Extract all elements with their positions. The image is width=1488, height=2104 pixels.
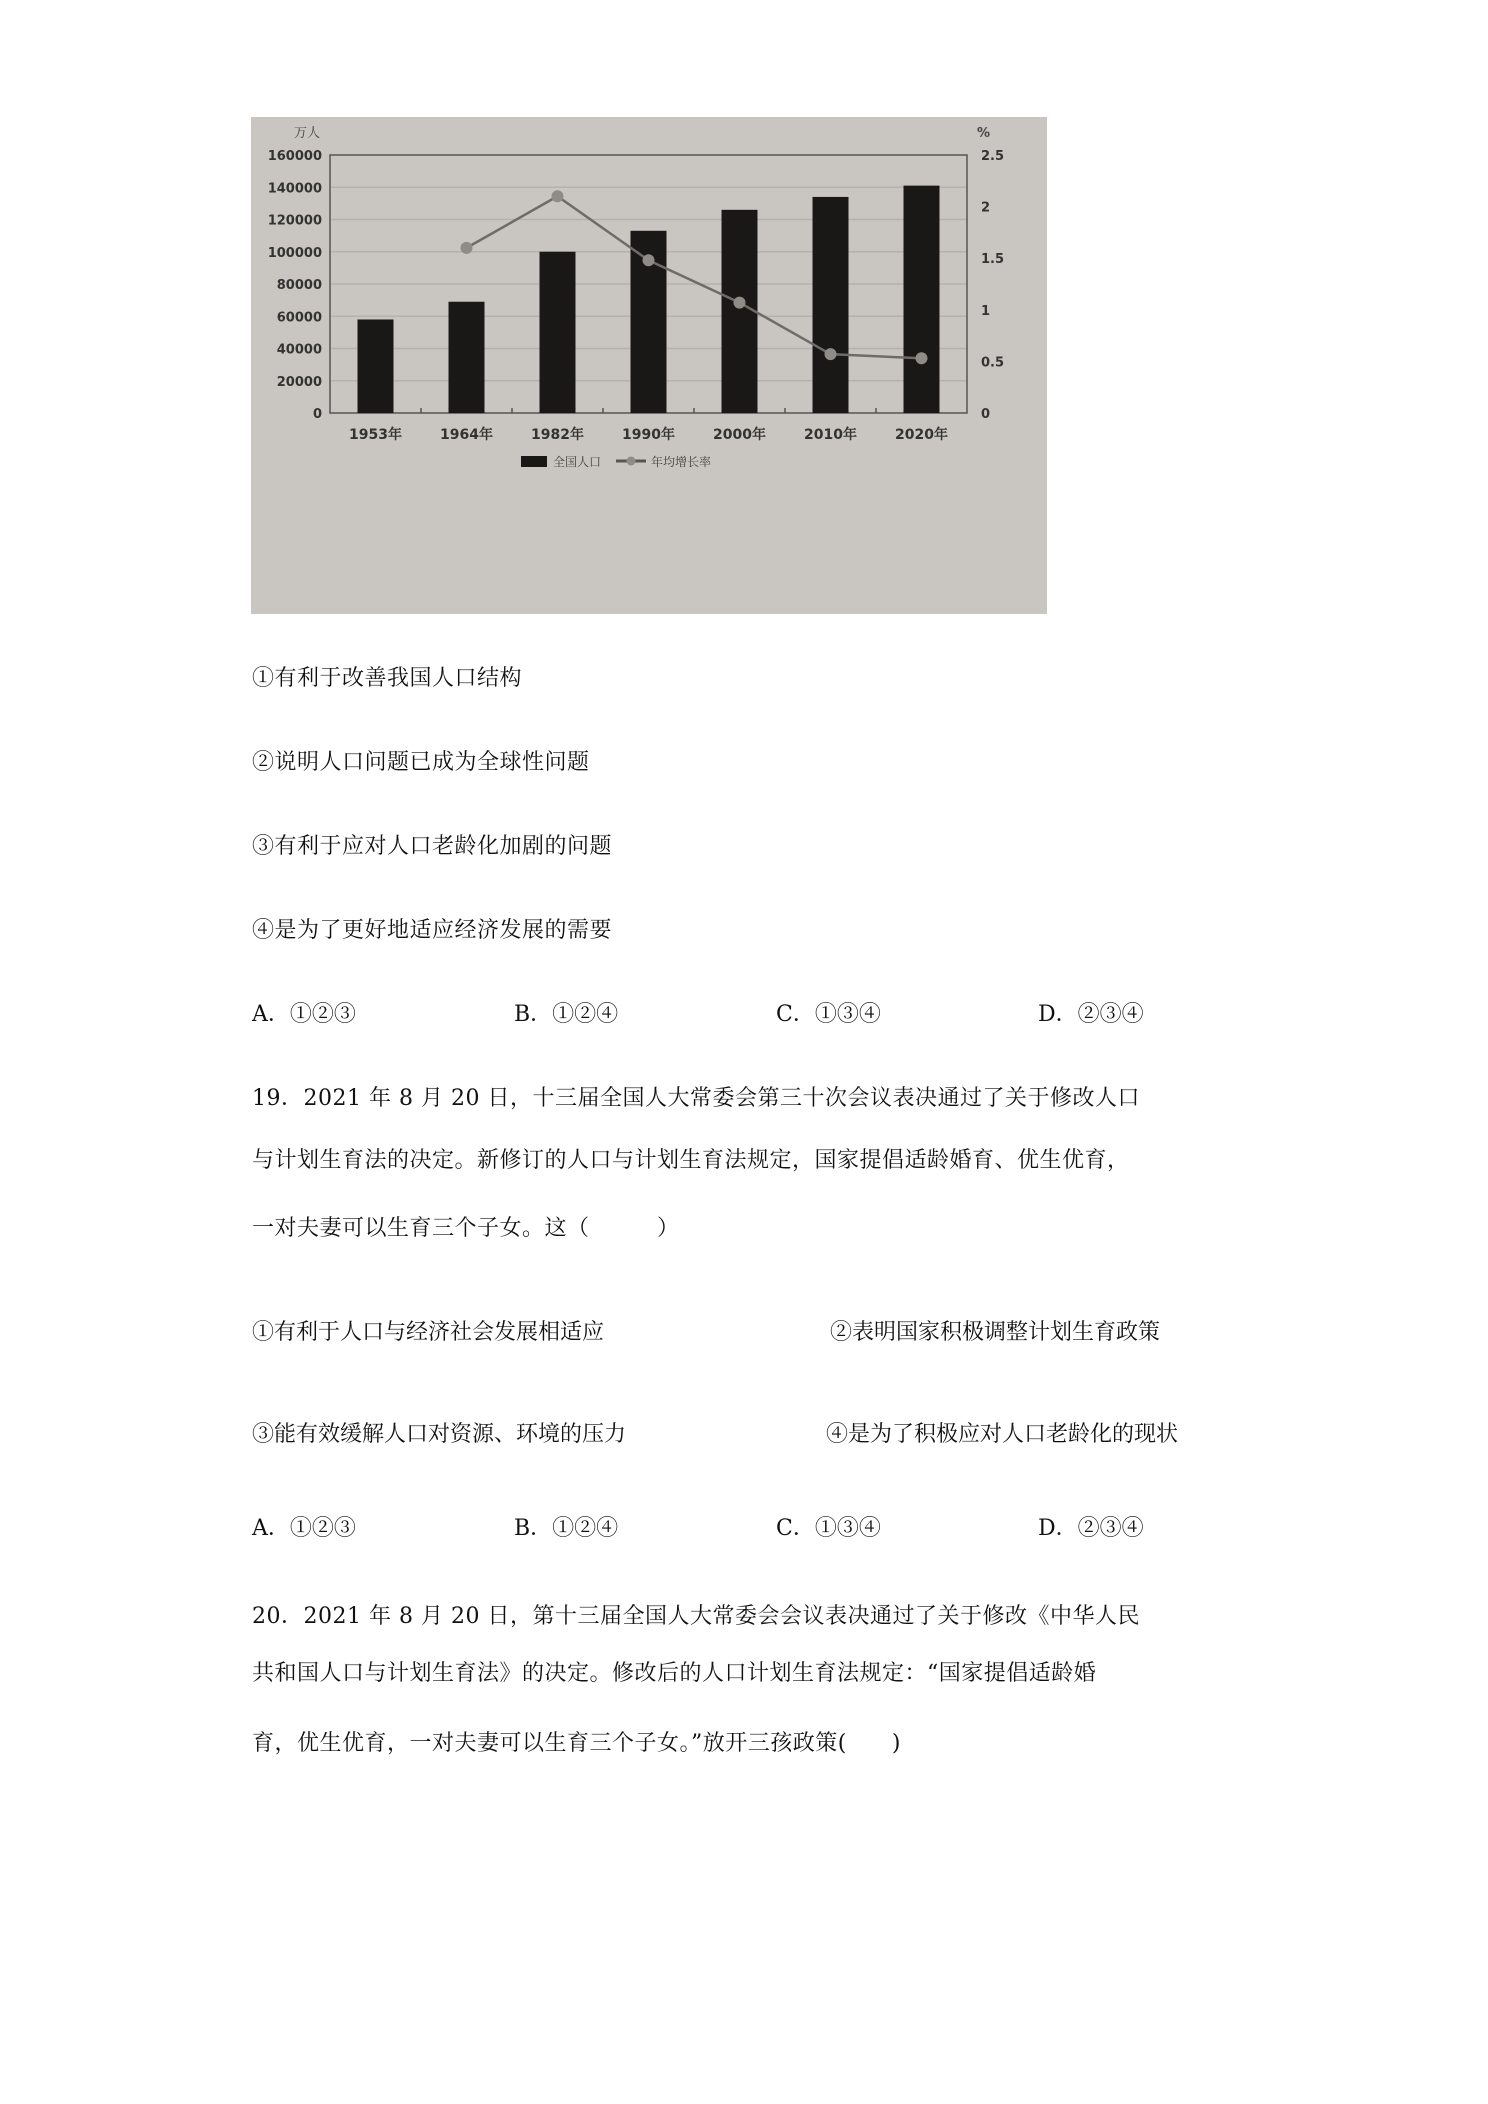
q19-option-b[interactable]: B．①②④ xyxy=(514,1516,619,1541)
y2-tick-label: 0 xyxy=(981,407,991,422)
y-axis-unit: 万人 xyxy=(293,126,320,141)
y-tick-label: 160000 xyxy=(267,149,322,164)
q18-option-d[interactable]: D．②③④ xyxy=(1038,1002,1144,1027)
q19-statement-1: ①有利于人口与经济社会发展相适应 xyxy=(252,1320,605,1345)
y2-tick-label: 1 xyxy=(981,303,991,319)
legend-label-population: 全国人口 xyxy=(553,455,602,469)
population-chart xyxy=(251,117,1047,614)
y-tick-label: 60000 xyxy=(276,310,322,326)
y-tick-label: 100000 xyxy=(267,245,322,261)
y-tick-label: 80000 xyxy=(276,278,322,293)
q19-statement-3: ③能有效缓解人口对资源、环境的压力 xyxy=(252,1422,627,1447)
y-tick-label: 0 xyxy=(312,407,322,422)
q20-stem-line-1: 20．2021 年 8 月 20 日，第十三届全国人大常委会会议表决通过了关于修改《中华人民 xyxy=(252,1604,1140,1629)
y2-tick-label: 2.5 xyxy=(981,149,1005,164)
x-tick-label: 1953年 xyxy=(349,427,402,443)
x-tick-label: 1964年 xyxy=(440,427,493,443)
growth-rate-marker xyxy=(825,348,837,360)
q18-option-c[interactable]: C．①③④ xyxy=(776,1002,881,1027)
population-bar xyxy=(449,302,485,413)
x-tick-label: 2020年 xyxy=(895,427,948,443)
population-bar xyxy=(540,252,576,413)
q19-option-a[interactable]: A．①②③ xyxy=(252,1516,356,1541)
growth-rate-marker xyxy=(916,352,928,364)
q18-statement-2: ②说明人口问题已成为全球性问题 xyxy=(252,750,590,775)
legend-label-growth: 年均增长率 xyxy=(651,455,712,469)
y-tick-label: 140000 xyxy=(267,181,322,197)
y2-tick-label: 2 xyxy=(981,200,991,216)
population-bar xyxy=(904,186,940,413)
y2-tick-label: 1.5 xyxy=(981,252,1005,268)
legend-bar-swatch xyxy=(521,456,547,467)
y-tick-label: 120000 xyxy=(267,213,322,229)
chart-canvas xyxy=(251,117,1047,614)
q19-statement-4: ④是为了积极应对人口老龄化的现状 xyxy=(826,1422,1179,1447)
q18-option-b[interactable]: B．①②④ xyxy=(514,1002,619,1027)
population-bar xyxy=(722,210,758,413)
q18-option-a[interactable]: A．①②③ xyxy=(252,1002,356,1027)
x-tick-label: 2010年 xyxy=(804,427,857,443)
growth-rate-marker xyxy=(734,297,746,309)
q18-statement-3: ③有利于应对人口老龄化加剧的问题 xyxy=(252,834,613,859)
x-tick-label: 1982年 xyxy=(531,427,584,443)
q19-stem-line-3: 一对夫妻可以生育三个子女。这（ ） xyxy=(252,1216,680,1241)
q18-statement-4: ④是为了更好地适应经济发展的需要 xyxy=(252,918,613,943)
population-bar xyxy=(358,319,394,413)
q19-statement-2: ②表明国家积极调整计划生育政策 xyxy=(830,1320,1161,1345)
y2-axis-unit: % xyxy=(977,126,991,141)
growth-rate-marker xyxy=(552,190,564,202)
q20-stem-line-3: 育，优生优育，一对夫妻可以生育三个子女。”放开三孩政策( ) xyxy=(252,1731,901,1756)
population-bar xyxy=(813,197,849,413)
x-tick-label: 2000年 xyxy=(713,427,766,443)
legend-marker-swatch xyxy=(627,457,636,466)
growth-rate-line xyxy=(467,196,922,358)
q19-stem-line-1: 19．2021 年 8 月 20 日，十三届全国人大常委会第三十次会议表决通过了关于修改人口 xyxy=(252,1086,1140,1111)
q18-statement-1: ①有利于改善我国人口结构 xyxy=(252,666,523,691)
q20-stem-line-2: 共和国人口与计划生育法》的决定。修改后的人口计划生育法规定：“国家提倡适龄婚 xyxy=(252,1661,1097,1686)
x-tick-label: 1990年 xyxy=(622,427,675,443)
y-tick-label: 20000 xyxy=(276,374,322,390)
q19-stem-line-2: 与计划生育法的决定。新修订的人口与计划生育法规定，国家提倡适龄婚育、优生优育， xyxy=(252,1148,1130,1173)
q19-option-c[interactable]: C．①③④ xyxy=(776,1516,881,1541)
q19-option-d[interactable]: D．②③④ xyxy=(1038,1516,1144,1541)
growth-rate-marker xyxy=(461,242,473,254)
y-tick-label: 40000 xyxy=(276,342,322,358)
y2-tick-label: 0.5 xyxy=(981,355,1005,371)
growth-rate-marker xyxy=(643,254,655,266)
